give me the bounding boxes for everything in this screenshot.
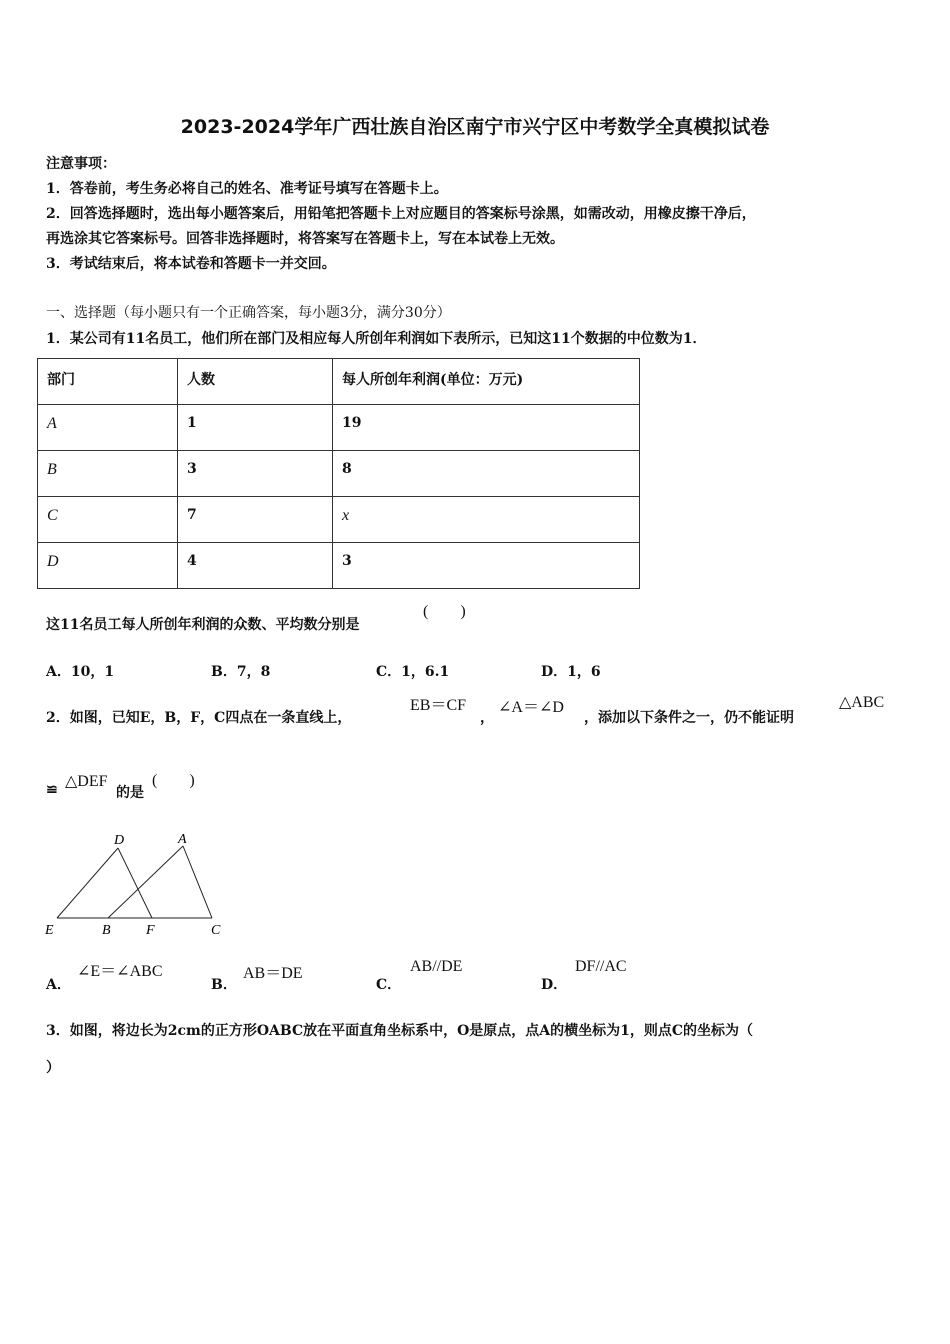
figure-side-ac [183,846,212,918]
section-heading: 一、选择题（每小题只有一个正确答案，每小题3分，满分30分） [46,305,451,321]
table-cell: 19 [333,405,640,451]
q2-stem-c: 的是 [116,785,144,801]
q2-comma: ， [480,710,494,726]
q2-congruent-sign: ≌ [46,782,58,798]
q2-formula-abc: △ABC [839,694,885,711]
q1-stem: 1．某公司有11名员工，他们所在部门及相应每人所创年利润如下表所示，已知这11个数据的中位数为1． [46,331,707,347]
figure-label-f: F [146,923,155,938]
q1-option-b: B．7，8 [211,664,271,680]
figure-label-c: C [211,923,221,938]
table-cell: A [38,405,178,451]
q2-option-b-label: B． [211,977,237,993]
q2-stem-b: ，添加以下条件之一，仍不能证明 [584,710,794,726]
table-row [38,451,640,497]
q2-option-d-text: DF//AC [575,958,627,975]
table-cell: 1 [178,405,333,451]
table-header-cell: 人数 [178,359,333,405]
q2-formula-angle: ∠A＝∠D [498,699,564,716]
q1-question: 这11名员工每人所创年利润的众数、平均数分别是 [46,617,360,633]
table-header-row [38,359,640,405]
table-cell: x [333,497,640,543]
table-row [38,405,640,451]
figure-side-ba [108,846,183,918]
table-cell: 3 [333,543,640,589]
table-cell: 8 [333,451,640,497]
notice-item-2b: 再选涂其它答案标号。回答非选择题时，将答案写在答题卡上，写在本试卷上无效。 [46,231,564,247]
page-title: 2023-2024学年广西壮族自治区南宁市兴宁区中考数学全真模拟试卷 [180,116,770,138]
figure-side-ed [57,848,118,918]
q2-answer-paren: ( ) [152,772,195,789]
table-header-cell: 每人所创年利润(单位：万元) [333,359,640,405]
profit-table [37,358,640,589]
q3-stem-end: ） [46,1060,60,1076]
q2-option-a-text: ∠E＝∠ABC [77,963,163,980]
notice-item-2a: 2．回答选择题时，选出每小题答案后，用铅笔把答题卡上对应题目的答案标号涂黑，如需改动，用橡皮擦干净后， [46,206,756,222]
q1-option-a: A．10，1 [46,664,115,680]
figure-label-e: E [45,923,54,938]
triangle-figure [40,826,240,941]
table-cell: C [38,497,178,543]
q2-option-a-label: A． [46,977,71,993]
table-header-cell: 部门 [38,359,178,405]
table-row [38,497,640,543]
table-cell: 3 [178,451,333,497]
q2-option-c-text: AB//DE [410,958,463,975]
figure-label-d: D [114,833,125,848]
table-cell: 4 [178,543,333,589]
table-cell: D [38,543,178,589]
notice-heading: 注意事项： [46,156,116,172]
q1-answer-paren: ( ) [423,603,466,620]
figure-label-b: B [102,923,111,938]
q2-formula-eb-cf: EB＝CF [410,697,467,714]
q1-option-c: C．1，6.1 [376,664,450,680]
table-row [38,543,640,589]
notice-item-1: 1．答卷前，考生务必将自己的姓名、准考证号填写在答题卡上。 [46,181,448,197]
q2-formula-def: △DEF [65,773,108,790]
q2-option-c-label: C． [376,977,402,993]
q2-option-d-label: D． [541,977,568,993]
figure-side-df [118,848,152,918]
q2-option-b-text: AB＝DE [243,965,303,982]
q3-stem: 3．如图，将边长为2cm的正方形OABC放在平面直角坐标系中，O是原点，点A的横坐标为1，则点C的坐标为（ [46,1023,754,1039]
figure-label-a: A [178,832,187,847]
table-cell: B [38,451,178,497]
table-cell: 7 [178,497,333,543]
notice-item-3: 3．考试结束后，将本试卷和答题卡一并交回。 [46,256,336,272]
q2-stem-a: 2．如图，已知E，B，F，C四点在一条直线上， [46,710,352,726]
q1-option-d: D．1，6 [541,664,601,680]
